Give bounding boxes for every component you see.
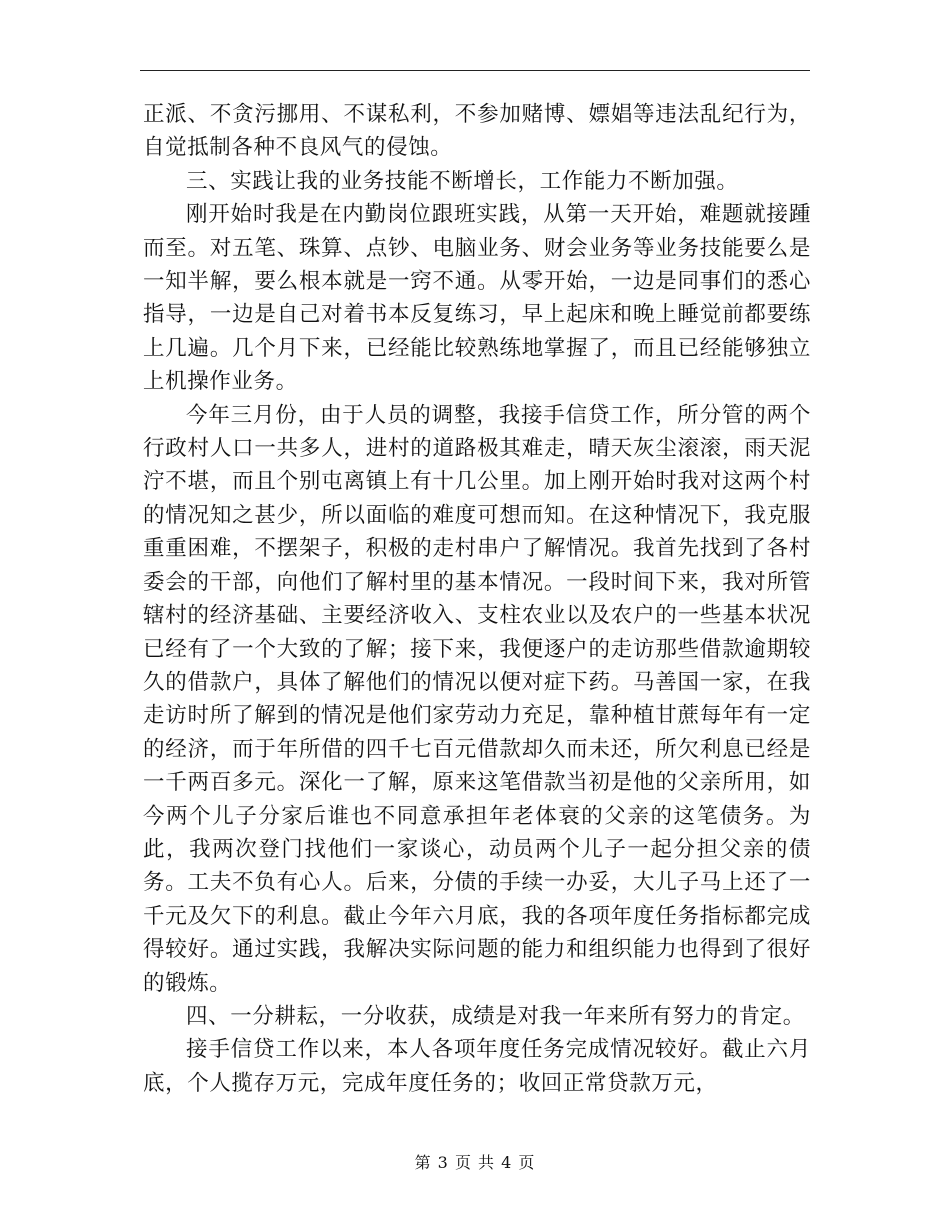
section-heading-three: 三、实践让我的业务技能不断增长，工作能力不断加强。: [186, 168, 739, 194]
section-heading-four: 四、一分耕耘，一分收获，成绩是对我一年来所有努力的肯定。: [186, 1003, 805, 1029]
document-body: [143, 98, 811, 1100]
paragraph-continuation: 正派、不贪污挪用、不谋私利，不参加赌博、嫖娼等违法乱纪行为，自觉抵制各种不良风气的侵蚀。: [143, 102, 811, 161]
paragraph-internal-training: 刚开始时我是在内勤岗位跟班实践，从第一天开始，难题就接踵而至。对五笔、珠算、点钞、电脑业务、财会业务等业务技能要么是一知半解，要么根本就是一窍不通。从零开始，一边是同事们的悉心指导，一边是自己对着书本反复练习，早上起床和晚上睡觉前都要练上几遍。几个月下来，已经能比较熟练地掌握了，而且已经能够独立上机操作业务。: [143, 202, 811, 395]
header-rule: [140, 70, 810, 71]
page-number-footer: 第 3 页 共 4 页: [414, 1153, 536, 1172]
paragraph-credit-work: 今年三月份，由于人员的调整，我接手信贷工作，所分管的两个行政村人口一共多人，进村的道路极其难走，晴天灰尘滚滚，雨天泥泞不堪，而且个别屯离镇上有十几公里。加上刚开始时我对这两个村的情况知之甚少，所以面临的难度可想而知。在这种情况下，我克服重重困难，不摆架子，积极的走村串户了解情况。我首先找到了各村委会的干部，向他们了解村里的基本情况。一段时间下来，我对所管辖村的经济基础、主要经济收入、支柱农业以及农户的一些基本状况已经有了一个大致的了解；接下来，我便逐户的走访那些借款逾期较久的借款户，具体了解他们的情况以便对症下药。马善国一家，在我走访时所了解到的情况是他们家劳动力充足，靠种植甘蔗每年有一定的经济，而于年所借的四千七百元借款却久而未还，所欠利息已经是一千两百多元。深化一了解，原来这笔借款当初是他的父亲所用，如今两个儿子分家后谁也不同意承担年老体衰的父亲的这笔债务。为此，我两次登门找他们一家谈心，动员两个儿子一起分担父亲的债务。工夫不负有心人。后来，分债的手续一办妥，大儿子马上还了一千元及欠下的利息。截止今年六月底，我的各项年度任务指标都完成得较好。通过实践，我解决实际问题的能力和组织能力也得到了很好的锻炼。: [143, 402, 811, 996]
paragraph-achievements: 接手信贷工作以来，本人各项年度任务完成情况较好。截止六月底，个人揽存万元，完成年度任务的；收回正常贷款万元，: [143, 1037, 811, 1096]
